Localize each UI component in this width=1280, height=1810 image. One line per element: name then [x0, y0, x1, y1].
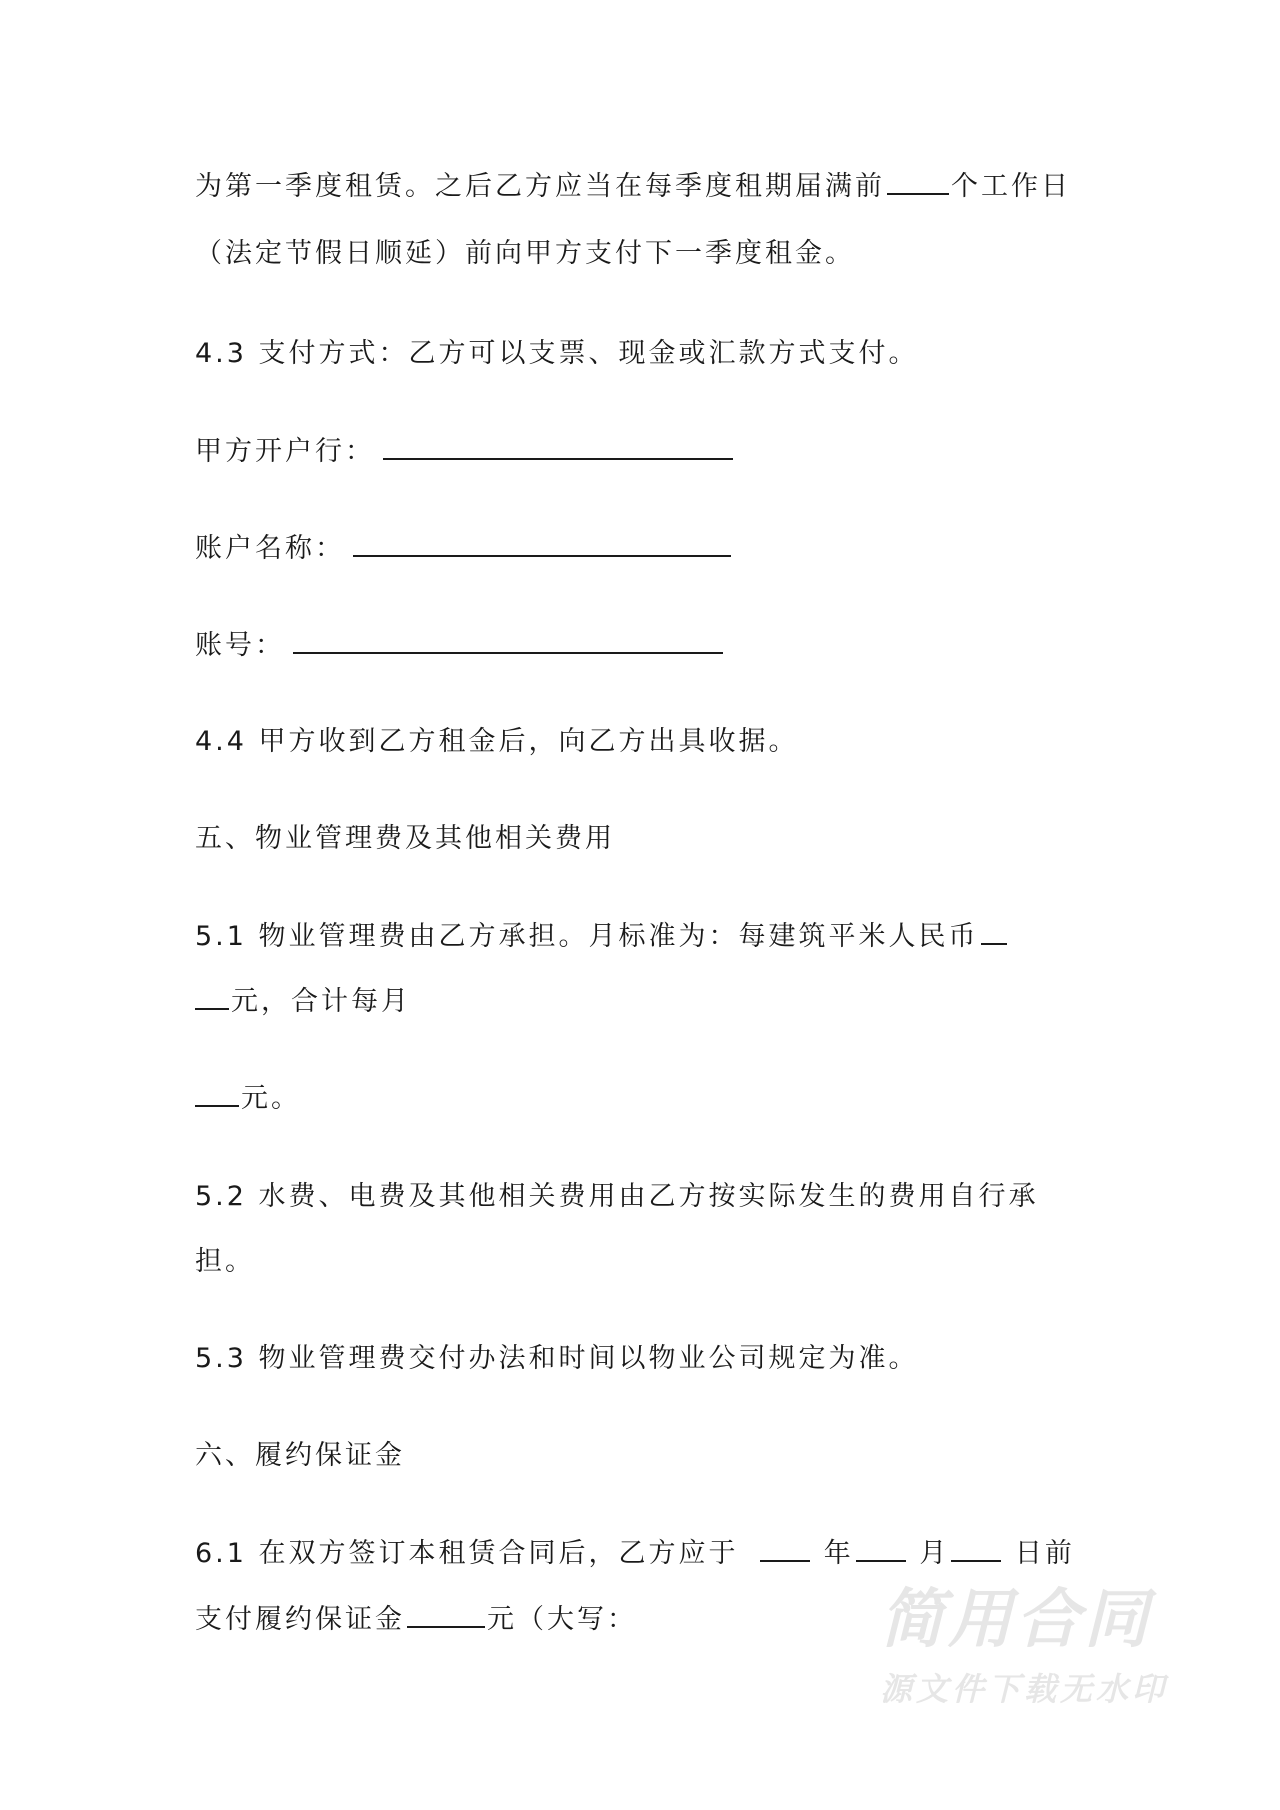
blank-day[interactable] — [951, 1538, 1001, 1562]
blank-deposit-amount[interactable] — [407, 1604, 485, 1628]
text: 元，合计每月 — [231, 986, 411, 1017]
section-6-title — [195, 1439, 405, 1473]
bank-label: 甲方开户行： — [195, 436, 375, 467]
paragraph-rent-payment-line1 — [195, 170, 1071, 204]
text: 5.1 物业管理费由乙方承担。月标准为：每建筑平米人民币 — [195, 921, 979, 952]
blank-workdays[interactable] — [887, 171, 949, 195]
clause-4-4 — [195, 725, 799, 759]
clause-5-1-line2 — [195, 985, 411, 1019]
account-name-input-line[interactable] — [353, 531, 731, 557]
account-name-label: 账户名称： — [195, 533, 345, 564]
clause-5-2-line2 — [195, 1245, 255, 1279]
text: （法定节假日顺延）前向甲方支付下一季度租金。 — [195, 238, 855, 269]
watermark — [880, 1585, 1168, 1709]
field-account-number — [195, 628, 723, 663]
field-bank — [195, 434, 733, 469]
text: 为第一季度租赁。之后乙方应当在每季度租期届满前 — [195, 171, 885, 202]
text: 5.2 水费、电费及其他相关费用由乙方按实际发生的费用自行承 — [195, 1181, 1039, 1212]
watermark-tagline: 源文件下载无水印 — [880, 1670, 1169, 1708]
day-label: 日前 — [1014, 1538, 1075, 1569]
account-number-label: 账号： — [195, 630, 285, 661]
blank-rate-part2[interactable] — [195, 986, 229, 1010]
heading: 六、履约保证金 — [195, 1440, 405, 1471]
account-number-input-line[interactable] — [293, 628, 723, 654]
section-5-title — [195, 822, 615, 856]
text: 个工作日 — [951, 171, 1071, 202]
clause-5-2-line1 — [195, 1180, 1039, 1214]
clause-5-1-line1 — [195, 920, 1009, 954]
field-account-name — [195, 531, 731, 566]
month-label: 月 — [919, 1538, 950, 1569]
text: 4.3 支付方式：乙方可以支票、现金或汇款方式支付。 — [195, 338, 919, 369]
text: 元（大写： — [487, 1604, 637, 1635]
blank-monthly-total[interactable] — [195, 1083, 239, 1107]
text: 担。 — [195, 1246, 255, 1277]
text: 6.1 在双方签订本租赁合同后，乙方应于 — [195, 1538, 739, 1569]
blank-month[interactable] — [856, 1538, 906, 1562]
clause-6-1-line2 — [195, 1603, 637, 1637]
heading: 五、物业管理费及其他相关费用 — [195, 823, 615, 854]
text: 4.4 甲方收到乙方租金后，向乙方出具收据。 — [195, 726, 799, 757]
text: 支付履约保证金 — [195, 1604, 405, 1635]
clause-4-3 — [195, 337, 919, 371]
clause-6-1-line1 — [195, 1537, 1075, 1571]
year-label: 年 — [823, 1538, 854, 1569]
text: 5.3 物业管理费交付办法和时间以物业公司规定为准。 — [195, 1343, 919, 1374]
clause-5-1-line3 — [195, 1082, 301, 1116]
paragraph-rent-payment-line2 — [195, 237, 855, 271]
watermark-brand: 简用合同 — [880, 1583, 1152, 1657]
clause-5-3 — [195, 1342, 919, 1376]
bank-input-line[interactable] — [383, 434, 733, 460]
blank-year[interactable] — [760, 1538, 810, 1562]
blank-rate-part1[interactable] — [981, 921, 1007, 945]
text: 元。 — [241, 1083, 301, 1114]
